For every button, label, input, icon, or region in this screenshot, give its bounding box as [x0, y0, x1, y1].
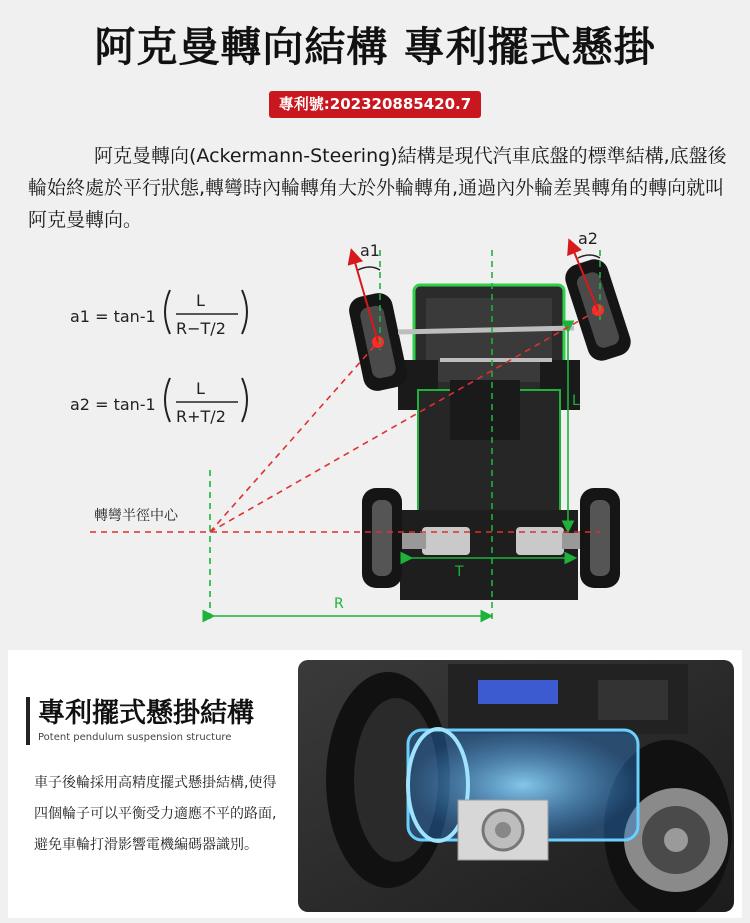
formula-a2-numerator: L [196, 379, 205, 398]
suspension-motor [408, 729, 638, 860]
suspension-description: 車子後輪採用高精度擺式懸掛結構,使得四個輪子可以平衡受力適應不平的路面,避免車輪打滑影響電機編碼器識別。 [34, 775, 277, 853]
suspension-heading [26, 697, 254, 745]
rear-right-wheel [580, 488, 620, 588]
angle-label-a1: a1 [360, 241, 380, 260]
page-title: 阿克曼轉向結構 專利擺式懸掛 [94, 23, 656, 71]
rear-left-wheel [362, 488, 402, 588]
formula-a1-numerator: L [196, 291, 205, 310]
formula-a1-denominator: R−T/2 [176, 319, 226, 338]
label-T: T [455, 564, 464, 580]
label-R: R [334, 596, 344, 612]
intro-paragraph [28, 140, 728, 236]
formula-a2 [70, 378, 247, 426]
patent-number-badge: 專利號:202320885420.7 [269, 91, 481, 118]
formula-a1 [70, 290, 247, 338]
label-L: L [572, 393, 580, 409]
turning-center-label: 轉彎半徑中心 [94, 508, 178, 524]
formula-a2-lhs: a2 = tan-1 [70, 395, 156, 414]
suspension-photo [298, 660, 734, 912]
intro-text: 阿克曼轉向(Ackermann-Steering)結構是現代汽車底盤的標準結構,底盤後輪始終處於平行狀態,轉彎時內輪轉角大於外輪轉角,通過內外輪差異轉角的轉向就叫阿克曼轉向。 [28, 145, 727, 231]
suspension-title: 專利擺式懸掛結構 [38, 698, 254, 729]
suspension-subtitle: Potent pendulum suspension structure [38, 732, 232, 743]
formula-a1-lhs: a1 = tan-1 [70, 307, 156, 326]
angle-label-a2: a2 [578, 230, 598, 248]
formula-a2-denominator: R+T/2 [176, 407, 226, 426]
ackermann-diagram [0, 230, 750, 630]
